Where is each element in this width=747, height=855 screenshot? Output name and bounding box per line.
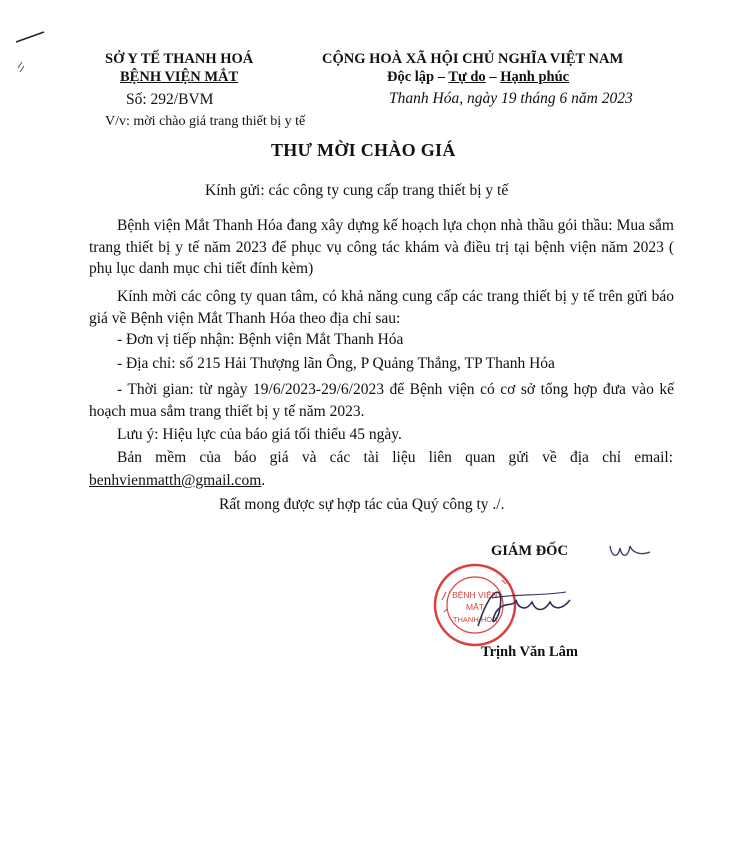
motto-sep: – bbox=[485, 69, 501, 85]
hospital-name: BỆNH VIỆN MẮT bbox=[120, 69, 239, 85]
national-motto bbox=[387, 69, 569, 86]
item-address: - Địa chỉ: số 215 Hải Thượng lãn Ông, P Quảng Thắng, TP Thanh Hóa bbox=[117, 355, 555, 372]
document-title: THƯ MỜI CHÀO GIÁ bbox=[271, 140, 456, 160]
email-period: . bbox=[261, 472, 266, 489]
stamp-text-2: MẮT bbox=[466, 602, 484, 612]
director-signature bbox=[470, 578, 590, 638]
motto-sep: – bbox=[434, 69, 449, 85]
motto-freedom: Tự do bbox=[448, 69, 486, 85]
stamp-text-1: BỆNH VIỆN bbox=[452, 590, 498, 600]
email-address[interactable]: benhvienmatth@gmail.com bbox=[89, 472, 262, 489]
initials-mark bbox=[606, 540, 654, 564]
document-number: Số: 292/BVM bbox=[126, 91, 214, 108]
margin-scribble bbox=[10, 28, 50, 78]
item-time: - Thời gian: từ ngày 19/6/2023-29/6/2023 để Bệnh viện có cơ sở tổng hợp đưa vào kế hoạch mua sắm trang thiết bị y tế năm 2023. bbox=[89, 381, 674, 420]
paragraph-invite: Kính mời các công ty quan tâm, có khả năng cung cấp các trang thiết bị y tế trên gửi báo giá về Bệnh viện Mắt Thanh Hóa theo địa chỉ sau: bbox=[89, 288, 674, 327]
letter-body-invite bbox=[89, 286, 674, 329]
soft-copy-line: Bản mềm của báo giá và các tài liệu liên quan gửi về địa chỉ email: bbox=[117, 449, 673, 466]
item-receiver: - Đơn vị tiếp nhận: Bệnh viện Mắt Thanh Hóa bbox=[117, 331, 404, 348]
motto-happiness: Hạnh phúc bbox=[500, 69, 570, 85]
place-date: Thanh Hóa, ngày 19 tháng 6 năm 2023 bbox=[389, 90, 633, 107]
letter-body bbox=[89, 215, 674, 280]
paragraph-plan: Bệnh viện Mắt Thanh Hóa đang xây dựng kế hoạch lựa chọn nhà thầu gói thầu: Mua sắm trang thiết bị y tế năm 2023 để phục vụ công tác khám và điều trị tại bệnh viện năm 2023 ( phụ lục danh mục chi tiết đính kèm) bbox=[89, 217, 674, 277]
email-line bbox=[89, 472, 265, 490]
stamp-text-3: THANH HÓA bbox=[452, 615, 498, 624]
department-name: SỞ Y TẾ THANH HOÁ bbox=[105, 51, 254, 67]
signer-name: Trịnh Văn Lâm bbox=[481, 644, 578, 660]
greeting: Kính gửi: các công ty cung cấp trang thiết bị y tế bbox=[205, 182, 509, 199]
item-time-block bbox=[89, 379, 674, 422]
country-name: CỘNG HOÀ XÃ HỘI CHỦ NGHĨA VIỆT NAM bbox=[322, 51, 624, 67]
document-subject: V/v: mời chào giá trang thiết bị y tế bbox=[105, 114, 306, 129]
motto-independence: Độc lập bbox=[387, 69, 435, 85]
validity-note: Lưu ý: Hiệu lực của báo giá tối thiểu 45 ngày. bbox=[117, 426, 402, 443]
closing-line: Rất mong được sự hợp tác của Quý công ty ./. bbox=[219, 496, 505, 513]
signer-title: GIÁM ĐỐC bbox=[491, 543, 568, 559]
